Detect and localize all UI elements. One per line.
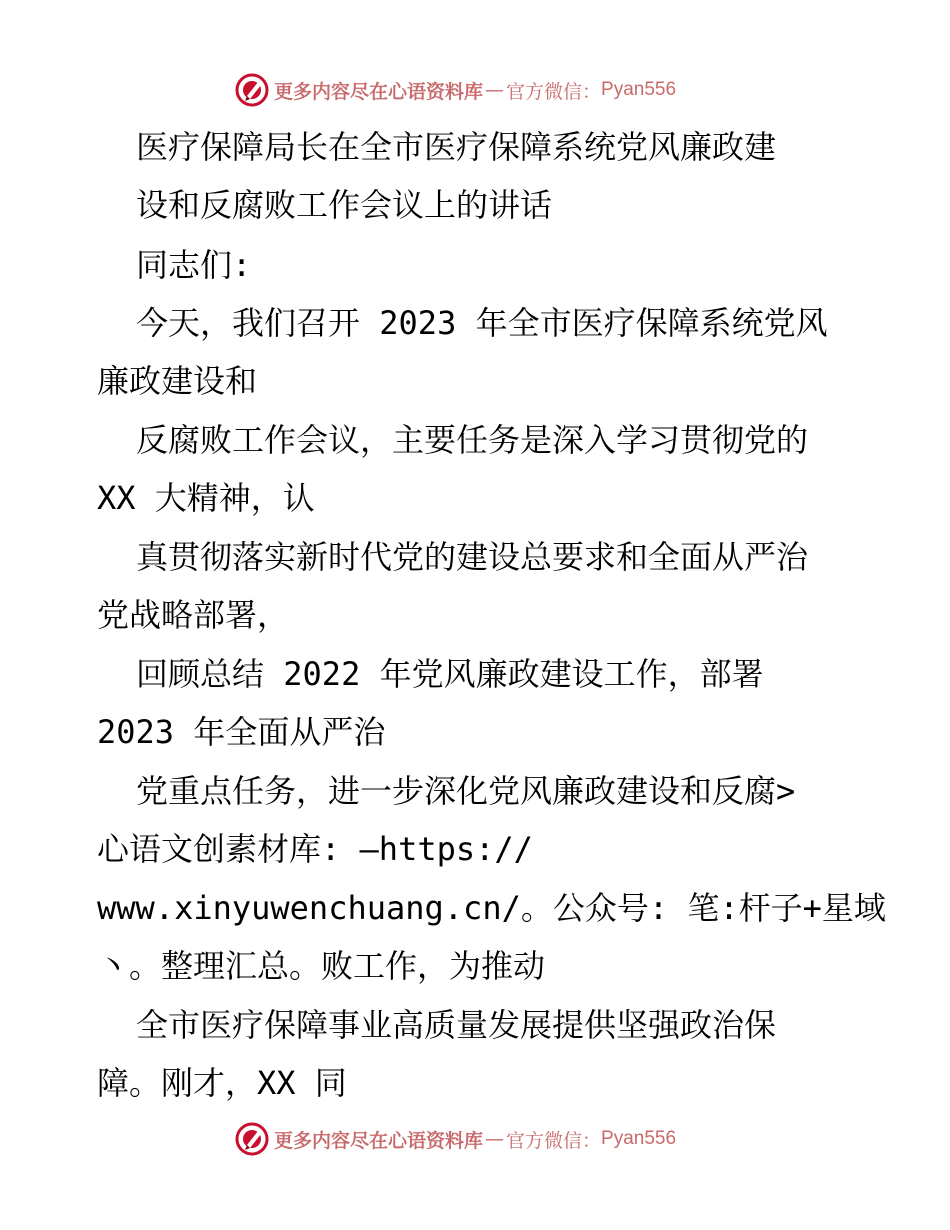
- red-circle-pen-logo-icon: [234, 72, 270, 108]
- header-banner: [234, 72, 676, 108]
- paragraph-line: 丶。整理汇总。败工作，为推动: [97, 947, 546, 985]
- header-dash: —: [485, 79, 505, 101]
- footer-banner: [234, 1121, 676, 1157]
- document-title-line-1: 医疗保障局长在全市医疗保障系统党风廉政建: [136, 128, 777, 166]
- paragraph-line: 反腐败工作会议，主要任务是深入学习贯彻党的: [136, 421, 809, 459]
- paragraph-line: www.xinyuwenchuang.cn/。公众号: 笔:杆子+星域: [97, 889, 886, 927]
- footer-wechat-id: Pyan556: [601, 1128, 677, 1149]
- footer-wechat-label: 官方微信：: [506, 1129, 602, 1152]
- paragraph-line: 党重点任务，进一步深化党风廉政建设和反腐>: [136, 772, 796, 810]
- paragraph-line: 全市医疗保障事业高质量发展提供坚强政治保: [136, 1006, 777, 1044]
- paragraph-line: 回顾总结 2022 年党风廉政建设工作，部署: [136, 655, 764, 693]
- paragraph-line: 心语文创素材库: —https://: [97, 830, 533, 868]
- paragraph-line: 廉政建设和: [97, 362, 258, 400]
- paragraph-line: 今天，我们召开 2023 年全市医疗保障系统党风: [136, 304, 828, 342]
- paragraph-line: 2023 年全面从严治: [97, 713, 386, 751]
- header-wechat-label: 官方微信：: [506, 80, 602, 103]
- document-title-line-2: 设和反腐败工作会议上的讲话: [136, 186, 553, 224]
- paragraph-line: 真贯彻落实新时代党的建设总要求和全面从严治: [136, 538, 809, 576]
- footer-dash: —: [485, 1128, 505, 1150]
- footer-slogan: 更多内容尽在心语资料库: [274, 1129, 484, 1152]
- paragraph-line: XX 大精神，认: [97, 479, 315, 517]
- salutation: 同志们:: [136, 246, 252, 284]
- paragraph-line: 障。刚才，XX 同: [97, 1064, 347, 1102]
- header-slogan: 更多内容尽在心语资料库: [274, 80, 484, 103]
- paragraph-line: 党战略部署，: [97, 596, 290, 634]
- red-circle-pen-logo-icon: [234, 1121, 270, 1157]
- header-wechat-id: Pyan556: [601, 79, 677, 100]
